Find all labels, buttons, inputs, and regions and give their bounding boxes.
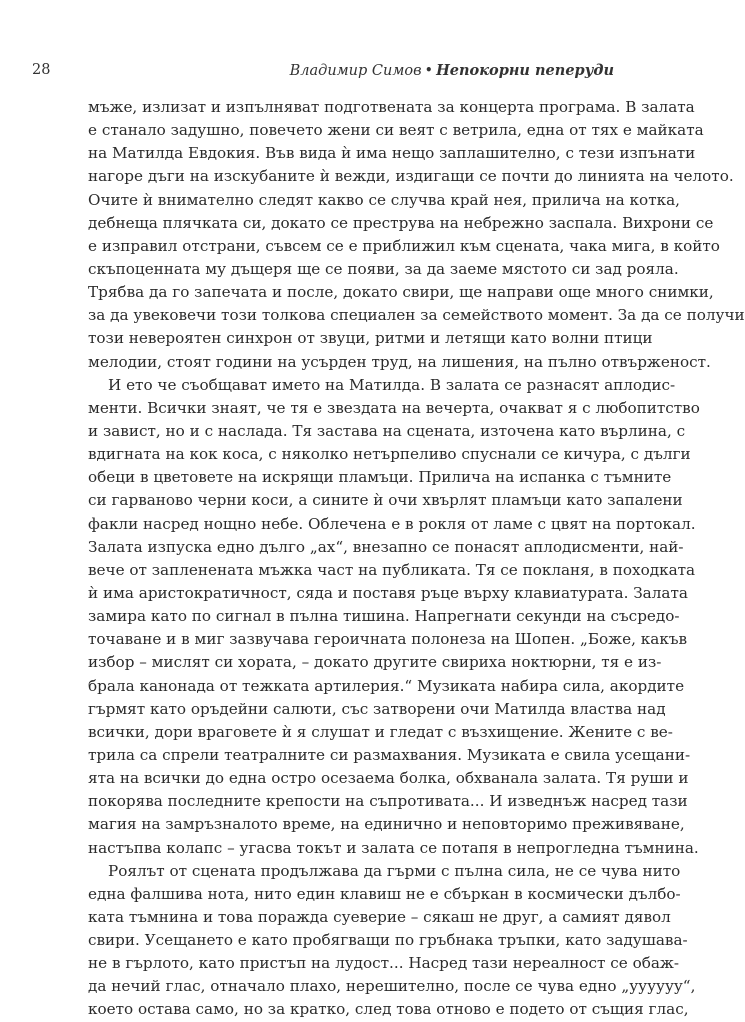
- text-line: трила са спрели театралните си размахвания. Музиката е свила усещани-: [88, 745, 691, 764]
- text-line: И ето че съобщават името на Матилда. В залата се разнасят аплодис-: [108, 375, 676, 394]
- author-name: Владимир Симов: [289, 63, 422, 79]
- header-separator: •: [424, 63, 434, 79]
- text-line: мъже, излизат и изпълняват подготвената за концерта програма. В залата: [88, 98, 695, 116]
- text-line: покорява последните крепости на съпротивата... И изведнъж насред тази: [88, 792, 688, 811]
- text-line: мелодии, стоят години на усърден труд, на лишения, на пълно отвърженост.: [88, 352, 711, 371]
- text-line: и завист, но и с наслада. Тя застава на сцената, източена като върлина, с: [88, 421, 686, 440]
- text-line: магия на замръзналото време, на единично и неповторимо преживяване,: [88, 815, 685, 834]
- text-line: за да увековечи този толкова специален за семейството момент. За да се получи: [88, 306, 745, 325]
- running-header: [0, 62, 700, 86]
- text-line: не в гърлото, като пристъп на лудост... Насред тази нереалност се обаж-: [88, 954, 680, 973]
- text-line: точаване и в миг зазвучава героичната полонеза на Шопен. „Боже, какъв: [88, 630, 688, 649]
- text-line: факли насред нощно небе. Облечена е в рокля от ламе с цвят на портокал.: [88, 514, 696, 533]
- text-line: менти. Всички знаят, че тя е звездата на вечерта, очакват я с любопитство: [88, 398, 700, 417]
- text-line: Очите ѝ внимателно следят какво се случва край нея, прилича на котка,: [88, 190, 680, 209]
- text-line: свири. Усещането е като пробягващи по гръбнака тръпки, като задушава-: [88, 931, 688, 950]
- text-line: вече от запленената мъжка част на публиката. Тя се покланя, в походката: [88, 560, 696, 579]
- running-head: [290, 62, 614, 79]
- text-line: дебнеща плячката си, докато се преструва на небрежно заспала. Вихрони се: [88, 213, 714, 232]
- text-line: този невероятен синхрон от звуци, ритми и летящи като волни птици: [88, 329, 653, 348]
- text-line: избор – мислят си хората, – докато другите свириха ноктюрни, тя е из-: [88, 653, 662, 672]
- text-line: да нечий глас, отначало плахо, нерешително, после се чува едно „уууууу“,: [88, 977, 696, 996]
- text-line: което остава само, но за кратко, след това отново е подето от същия глас,: [88, 1000, 689, 1019]
- text-line: вдигната на кок коса, с няколко нетърпеливо спуснали се кичура, с дълги: [88, 445, 691, 464]
- text-line: скъпоценната му дъщеря ще се появи, за да заеме мястото си зад рояла.: [88, 259, 679, 278]
- text-line: брала канонада от тежката артилерия.“ Музиката набира сила, акордите: [88, 676, 685, 695]
- text-line: ката тъмнина и това поражда суеверие – сякаш не друг, а самият дявол: [88, 907, 671, 926]
- page-number: 28: [32, 62, 51, 78]
- text-line: ята на всички до една остро осезаема болка, обхванала залата. Тя руши и: [88, 769, 689, 788]
- text-line: замира като по сигнал в пълна тишина. Напрегнати секунди на съсредо-: [88, 607, 680, 626]
- text-line: на Матилда Евдокия. Във вида ѝ има нещо заплашително, с тези изпънати: [88, 144, 696, 163]
- text-line: нагоре дъги на изскубаните ѝ вежди, издигащи се почти до линията на челото.: [88, 167, 734, 186]
- text-line: е станало задушно, повечето жени си веят с ветрила, една от тях е майката: [88, 121, 704, 140]
- text-line: гърмят като оръдейни салюти, със затворени очи Матилда властва над: [88, 699, 666, 718]
- text-line: настъпва колапс – угасва токът и залата се потапя в непрогледна тъмнина.: [88, 838, 699, 857]
- text-line: Роялът от сцената продължава да гърми с пълна сила, не се чува нито: [108, 861, 681, 880]
- text-line: Залата изпуска едно дълго „ах“, внезапно се понасят аплодисменти, най-: [88, 537, 684, 556]
- text-line: обеци в цветовете на искрящи пламъци. Прилича на испанка с тъмните: [88, 468, 672, 487]
- text-line: си гарваново черни коси, а сините ѝ очи хвърлят пламъци като запалени: [88, 491, 683, 510]
- body-text: [88, 96, 745, 1022]
- text-line: е изправил отстрани, съвсем се е приближил към сцената, чака мига, в който: [88, 236, 720, 255]
- text-line: една фалшива нота, нито един клавиш не е сбъркан в космически дълбо-: [88, 884, 681, 903]
- text-line: всички, дори враговете ѝ я слушат и гледат с възхищение. Жените с ве-: [88, 722, 673, 741]
- text-line: Трябва да го запечата и после, докато свири, ще направи още много снимки,: [88, 283, 714, 302]
- book-title: Непокорни пеперуди: [436, 62, 614, 79]
- text-line: ѝ има аристократичност, сяда и поставя ръце върху клавиатурата. Залата: [88, 583, 688, 602]
